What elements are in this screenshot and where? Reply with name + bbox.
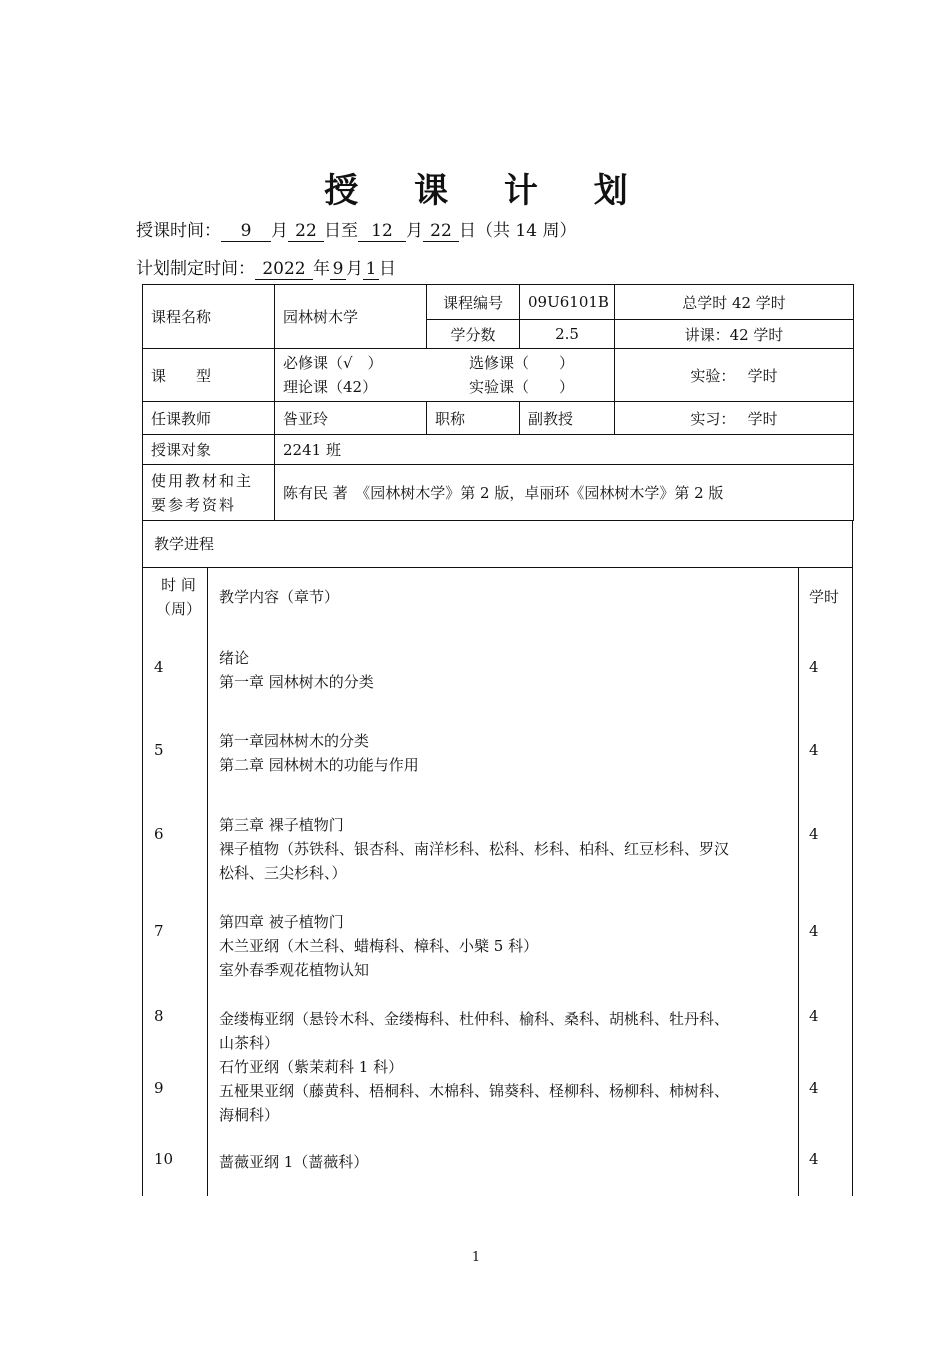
plan-month-word: 月	[346, 259, 363, 279]
column-divider	[207, 568, 208, 1196]
type-lab: 实验课（ ）	[469, 378, 575, 396]
credit-label: 学分数	[427, 320, 520, 349]
row-hours: 4	[809, 1150, 819, 1168]
week-number: 7	[154, 922, 164, 940]
column-divider	[798, 568, 799, 1196]
end-month: 12	[358, 221, 406, 242]
practice-hours: 实习： 学时	[615, 402, 854, 435]
course-name: 园林树木学	[275, 285, 427, 349]
content-line: 蔷薇亚纲 1（蔷薇科）	[219, 1153, 369, 1171]
content-line: 松科、三尖杉科、）	[219, 864, 347, 882]
hours-column-header: 学时	[809, 588, 840, 606]
plan-day: 1	[363, 259, 379, 280]
plan-year: 2022	[255, 259, 313, 280]
type-theory: 理论课（42）	[283, 378, 378, 396]
row-content	[219, 813, 789, 885]
total-hours: 总学时 42 学时	[615, 285, 854, 320]
content-line: 金缕梅亚纲（悬铃木科、金缕梅科、杜仲科、榆科、桑科、胡桃科、牡丹科、	[219, 1010, 730, 1028]
content-line: 海桐科）	[219, 1106, 280, 1124]
week-number: 6	[154, 825, 164, 843]
week-column-header: 时 间（周）	[155, 576, 201, 618]
week-number: 9	[154, 1079, 164, 1097]
content-line: 石竹亚纲（紫茉莉科 1 科）	[219, 1058, 404, 1076]
day-word: 日	[459, 221, 476, 241]
page-title: 授 课 计 划	[324, 171, 650, 211]
content-line: 五桠果亚纲（藤黄科、梧桐科、木棉科、锦葵科、柽柳科、杨柳科、柿树科、	[219, 1082, 730, 1100]
teaching-period	[136, 216, 576, 242]
job-title-label: 职称	[427, 402, 520, 435]
course-info-table	[142, 284, 853, 521]
content-line: 室外春季观花植物认知	[219, 961, 370, 979]
row-content	[219, 1150, 789, 1174]
month-word-2: 月	[406, 221, 423, 241]
week-number: 5	[154, 741, 164, 759]
row-hours: 4	[809, 825, 819, 843]
plan-day-word: 日	[379, 259, 396, 279]
row-hours: 4	[809, 658, 819, 676]
content-line: 第二章 园林树木的功能与作用	[219, 756, 419, 774]
total-weeks: （共 14 周）	[476, 221, 577, 241]
day-to-word: 日至	[324, 221, 358, 241]
content-line: 木兰亚纲（木兰科、蜡梅科、樟科、小檗 5 科）	[219, 937, 539, 955]
materials: 陈有民 著 《园林树木学》第 2 版，卓丽环《园林树木学》第 2 版	[275, 465, 854, 521]
content-line: 山茶科）	[219, 1034, 280, 1052]
period-label: 授课时间：	[136, 221, 221, 241]
row-content	[219, 910, 789, 982]
course-type-label: 课 型	[143, 349, 275, 402]
end-day: 22	[423, 221, 459, 242]
content-column-header: 教学内容（章节）	[219, 588, 340, 606]
course-type	[275, 349, 615, 402]
course-code-label: 课程编号	[427, 285, 520, 320]
week-number: 10	[154, 1150, 174, 1168]
lecture-hours: 讲课：42 学时	[615, 320, 854, 349]
type-required: 必修课（√ ）	[283, 354, 383, 372]
plan-date	[136, 254, 396, 280]
row-content	[219, 729, 789, 777]
row-hours: 4	[809, 1079, 819, 1097]
type-elective: 选修课（ ）	[469, 354, 575, 372]
row-content	[219, 1007, 789, 1055]
row-hours: 4	[809, 1007, 819, 1025]
page-number: 1	[471, 1250, 481, 1265]
content-line: 第三章 裸子植物门	[219, 816, 344, 834]
job-title: 副教授	[520, 402, 615, 435]
start-day: 22	[288, 221, 324, 242]
month-word: 月	[271, 221, 288, 241]
schedule-table	[142, 568, 853, 1196]
course-code: 09U6101B	[520, 285, 615, 320]
content-line: 第四章 被子植物门	[219, 913, 344, 931]
plan-month: 9	[330, 259, 346, 280]
teacher-label: 任课教师	[143, 402, 275, 435]
content-line: 裸子植物（苏铁科、银杏科、南洋杉科、松科、杉科、柏科、红豆杉科、罗汉	[219, 840, 730, 858]
credit-value: 2.5	[520, 320, 615, 349]
row-content	[219, 1055, 789, 1127]
week-number: 8	[154, 1007, 164, 1025]
progress-heading: 教学进程	[142, 520, 853, 568]
start-month: 9	[221, 221, 271, 242]
audience-label: 授课对象	[143, 435, 275, 465]
audience: 2241 班	[275, 435, 854, 465]
plan-date-label: 计划制定时间：	[136, 259, 255, 279]
row-content	[219, 646, 789, 694]
lab-hours: 实验： 学时	[615, 349, 854, 402]
materials-label: 使用教材和主要参考资料	[143, 465, 275, 521]
teacher-name: 昝亚玲	[275, 402, 427, 435]
row-hours: 4	[809, 741, 819, 759]
course-name-label: 课程名称	[143, 285, 275, 349]
content-line: 第一章 园林树木的分类	[219, 673, 374, 691]
week-number: 4	[154, 658, 164, 676]
content-line: 绪论	[219, 649, 250, 667]
year-word: 年	[313, 259, 330, 279]
row-hours: 4	[809, 922, 819, 940]
content-line: 第一章园林树木的分类	[219, 732, 370, 750]
